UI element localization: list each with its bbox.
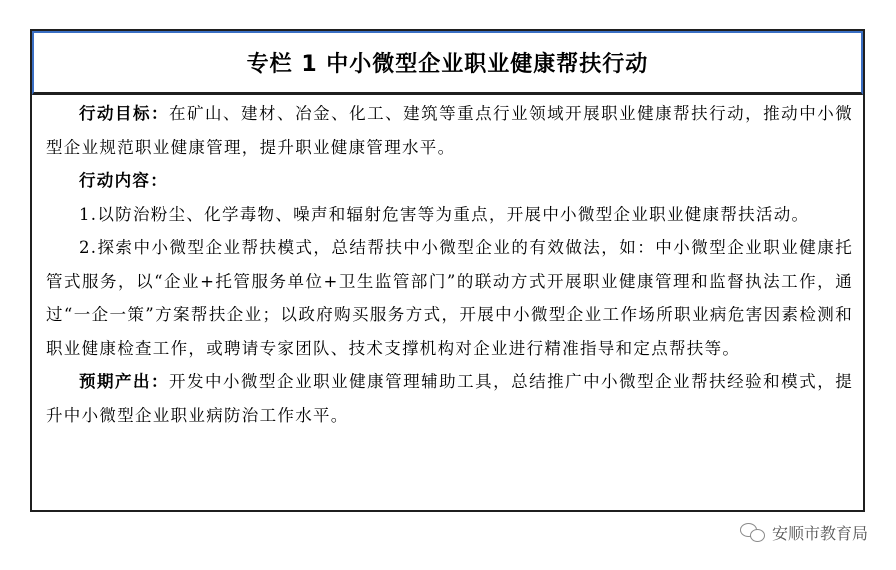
column-body	[46, 97, 853, 432]
column-title: 专栏 1 中小微型企业职业健康帮扶行动	[246, 52, 649, 77]
output-paragraph	[46, 365, 853, 432]
content-item-2: 2.探索中小微型企业帮扶模式，总结帮扶中小微型企业的有效做法，如：中小微型企业职业健康托管式服务，以“企业+托管服务单位+卫生监管部门”的联动方式开展职业健康管理和监督执法工作，通过“一企一策”方案帮扶企业；以政府购买服务方式，开展中小微型企业工作场所职业病危害因素检测和职业健康检查工作，或聘请专家团队、技术支撑机构对企业进行精准指导和定点帮扶等。	[46, 238, 853, 358]
goal-label: 行动目标：	[79, 104, 170, 123]
goal-text: 在矿山、建材、冶金、化工、建筑等重点行业领域开展职业健康帮扶行动，推动中小微型企业规范职业健康管理，提升职业健康管理水平。	[46, 104, 854, 157]
column-box	[30, 29, 865, 512]
watermark	[740, 521, 868, 544]
goal-paragraph	[46, 97, 853, 164]
output-label: 预期产出：	[79, 372, 170, 391]
content-paragraph	[46, 164, 853, 198]
column-title-bar	[32, 31, 863, 95]
output-text: 开发中小微型企业职业健康管理辅助工具，总结推广中小微型企业帮扶经验和模式，提升中小微型企业职业病防治工作水平。	[46, 372, 854, 425]
content-label: 行动内容：	[79, 171, 168, 190]
wechat-icon	[740, 523, 766, 543]
watermark-text: 安顺市教育局	[771, 524, 868, 543]
content-item-1: 1.以防治粉尘、化学毒物、噪声和辐射危害等为重点，开展中小微型企业职业健康帮扶活动。	[79, 204, 810, 224]
